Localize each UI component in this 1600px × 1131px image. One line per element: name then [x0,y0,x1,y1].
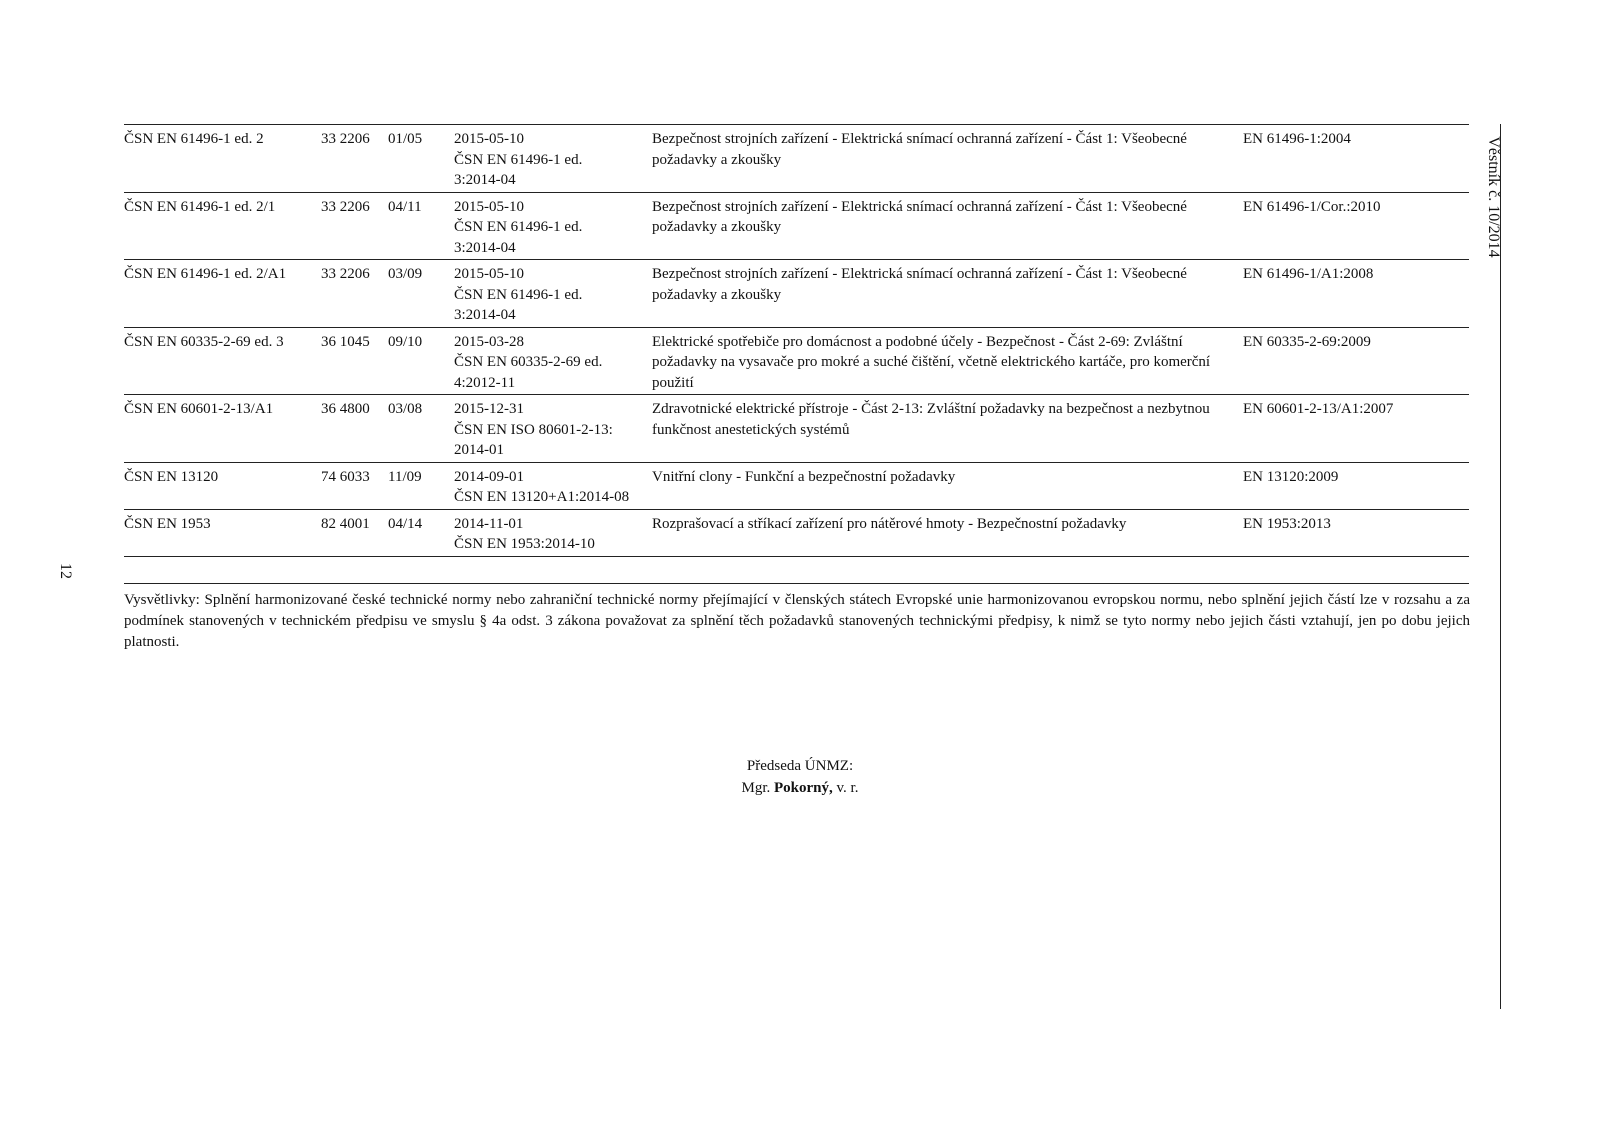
standard-designation: ČSN EN 1953 [124,509,321,556]
table-row [124,509,1469,556]
standard-title: Bezpečnost strojních zařízení - Elektrická snímací ochranná zařízení - Část 1: Všeobecné požadavky a zkoušky [652,260,1243,328]
classification-mark: 33 2206 [321,125,388,193]
standard-title: Bezpečnost strojních zařízení - Elektrická snímací ochranná zařízení - Část 1: Všeobecné požadavky a zkoušky [652,192,1243,260]
classification-mark: 82 4001 [321,509,388,556]
withdrawal-line: 3:2014-04 [454,239,516,256]
withdrawal-line: 2014-09-01 [454,468,524,485]
withdrawal-line: ČSN EN 61496-1 ed. [454,219,583,235]
table-row [124,462,1469,509]
en-reference: EN 61496-1:2004 [1243,125,1469,193]
standards-table-body [124,125,1469,557]
publication-date: 03/09 [388,260,454,328]
en-reference: EN 13120:2009 [1243,462,1469,509]
withdrawal-line: 2014-01 [454,442,504,458]
withdrawal-line: 2015-12-31 [454,401,524,417]
en-reference: EN 61496-1/Cor.:2010 [1243,192,1469,260]
standard-title: Elektrické spotřebiče pro domácnost a podobné účely - Bezpečnost - Část 2-69: Zvláštní požadavky na vysavače pro mokré a suché čištění, včetně elektrického kartáče, pro komerční použití [652,327,1243,395]
table-row [124,260,1469,328]
publication-date: 04/11 [388,192,454,260]
withdrawal-info [454,395,652,463]
standards-table [124,124,1469,557]
withdrawal-line: ČSN EN 1953:2014-10 [454,536,595,552]
standard-designation: ČSN EN 61496-1 ed. 2/1 [124,192,321,260]
withdrawal-info [454,260,652,328]
withdrawal-line: 3:2014-04 [454,307,516,323]
publication-date: 09/10 [388,327,454,395]
withdrawal-line: ČSN EN 13120+A1:2014-08 [454,489,630,505]
page-number: 12 [57,563,74,579]
withdrawal-line: 2015-05-10 [454,266,524,282]
withdrawal-line: 2015-05-10 [454,198,524,215]
withdrawal-line: 3:2014-04 [454,172,516,188]
withdrawal-line: ČSN EN 61496-1 ed. [454,151,583,168]
withdrawal-line: 4:2012-11 [454,374,516,391]
publication-date: 11/09 [388,462,454,509]
signatory-prefix: Mgr. [741,780,775,796]
standard-title: Bezpečnost strojních zařízení - Elektrická snímací ochranná zařízení - Část 1: Všeobecné požadavky a zkoušky [652,125,1243,193]
standard-designation: ČSN EN 60335-2-69 ed. 3 [124,327,321,395]
en-reference: EN 60601-2-13/A1:2007 [1243,395,1469,463]
withdrawal-info [454,509,652,556]
explanatory-note: Vysvětlivky: Splnění harmonizované české technické normy nebo zahraniční technické normy přejímající v členských státech Evropské unie harmonizovanou evropskou normu, nebo splnění jejich částí lze v rozsahu a za podmínek stanovených v technickém předpisu ve smyslu § 4a odst. 3 zákona považovat za splnění těch požadavků stanovených technickými předpisy, k nimž se tyto normy nebo jejich části vztahují, jen po dobu jejich platnosti. [124,592,1470,650]
signatory-name-line [600,777,1000,799]
section-divider [124,583,1469,584]
en-reference: EN 61496-1/A1:2008 [1243,260,1469,328]
table-row [124,192,1469,260]
standard-designation: ČSN EN 60601-2-13/A1 [124,395,321,463]
en-reference: EN 1953:2013 [1243,509,1469,556]
standard-title: Rozprašovací a stříkací zařízení pro nátěrové hmoty - Bezpečnostní požadavky [652,509,1243,556]
signature-block [600,755,1000,799]
classification-mark: 36 1045 [321,327,388,395]
classification-mark: 74 6033 [321,462,388,509]
withdrawal-line: ČSN EN 61496-1 ed. [454,286,583,303]
withdrawal-line: ČSN EN ISO 80601-2-13: [454,421,613,438]
standard-title: Zdravotnické elektrické přístroje - Část 2-13: Zvláštní požadavky na bezpečnost a nezbytnou funkčnost anestetických systémů [652,395,1243,463]
signatory-name: Pokorný, [774,780,833,796]
classification-mark: 33 2206 [321,192,388,260]
publication-date: 04/14 [388,509,454,556]
standard-designation: ČSN EN 61496-1 ed. 2/A1 [124,260,321,328]
journal-running-title: Věstník č. 10/2014 [1485,136,1502,258]
table-row [124,395,1469,463]
withdrawal-line: 2014-11-01 [454,515,524,532]
withdrawal-line: ČSN EN 60335-2-69 ed. [454,354,603,370]
table-row [124,327,1469,395]
en-reference: EN 60335-2-69:2009 [1243,327,1469,395]
standard-title: Vnitřní clony - Funkční a bezpečnostní požadavky [652,462,1243,509]
classification-mark: 36 4800 [321,395,388,463]
withdrawal-info [454,192,652,260]
signatory-suffix: v. r. [832,780,859,796]
publication-date: 01/05 [388,125,454,193]
withdrawal-line: 2015-03-28 [454,333,524,350]
withdrawal-info [454,462,652,509]
table-row [124,125,1469,193]
standard-designation: ČSN EN 61496-1 ed. 2 [124,125,321,193]
withdrawal-info [454,327,652,395]
signatory-role: Předseda ÚNMZ: [746,758,854,774]
withdrawal-info [454,125,652,193]
publication-date: 03/08 [388,395,454,463]
classification-mark: 33 2206 [321,260,388,328]
standard-designation: ČSN EN 13120 [124,462,321,509]
withdrawal-line: 2015-05-10 [454,131,524,147]
